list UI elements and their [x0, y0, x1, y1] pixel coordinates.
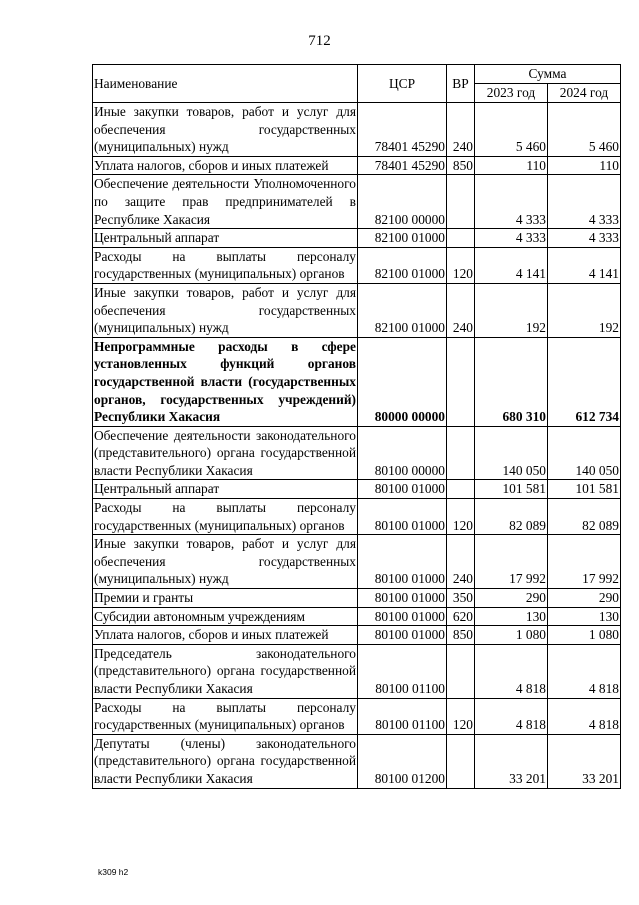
row-vr: 240 — [447, 103, 475, 157]
row-sum-2024: 1 080 — [548, 626, 621, 645]
table-row — [93, 103, 621, 157]
row-sum-2023: 140 050 — [475, 426, 548, 480]
row-sum-2024: 612 734 — [548, 337, 621, 426]
table-row — [93, 698, 621, 734]
table-row — [93, 229, 621, 248]
row-vr — [447, 480, 475, 499]
row-sum-2023: 130 — [475, 607, 548, 626]
budget-table — [92, 64, 621, 789]
table-row — [93, 535, 621, 589]
row-vr: 120 — [447, 247, 475, 283]
table-row — [93, 175, 621, 229]
row-sum-2023: 82 089 — [475, 499, 548, 535]
row-csr: 82100 01000 — [358, 283, 447, 337]
row-csr: 80100 01100 — [358, 644, 447, 698]
header-csr: ЦСР — [358, 65, 447, 103]
row-vr: 120 — [447, 698, 475, 734]
row-sum-2023: 680 310 — [475, 337, 548, 426]
row-sum-2024: 4 818 — [548, 644, 621, 698]
row-name: Расходы на выплаты персоналу государственных (муниципальных) органов — [93, 247, 358, 283]
row-vr: 850 — [447, 156, 475, 175]
row-sum-2024: 290 — [548, 589, 621, 608]
row-sum-2023: 1 080 — [475, 626, 548, 645]
row-csr: 78401 45290 — [358, 156, 447, 175]
row-vr: 120 — [447, 499, 475, 535]
row-sum-2023: 192 — [475, 283, 548, 337]
row-vr — [447, 644, 475, 698]
footer-code: k309 h2 — [98, 867, 129, 877]
row-name: Непрограммные расходы в сфере установленных функций органов государственной власти (государственных органов, государственных учреждений) Республики Хакасия — [93, 337, 358, 426]
table-row — [93, 156, 621, 175]
row-name: Обеспечение деятельности законодательного (представительного) органа государственной власти Республики Хакасия — [93, 426, 358, 480]
table-row — [93, 283, 621, 337]
table-row — [93, 426, 621, 480]
header-vr: ВР — [447, 65, 475, 103]
row-csr: 82100 01000 — [358, 229, 447, 248]
row-sum-2023: 4 333 — [475, 175, 548, 229]
row-name: Депутаты (члены) законодательного (представительного) органа государственной власти Республики Хакасия — [93, 734, 358, 788]
row-sum-2024: 110 — [548, 156, 621, 175]
row-csr: 80100 01000 — [358, 589, 447, 608]
row-vr: 240 — [447, 535, 475, 589]
row-vr: 620 — [447, 607, 475, 626]
row-sum-2024: 130 — [548, 607, 621, 626]
row-csr: 80100 00000 — [358, 426, 447, 480]
header-sum: Сумма — [475, 65, 621, 84]
row-csr: 80000 00000 — [358, 337, 447, 426]
row-sum-2023: 101 581 — [475, 480, 548, 499]
row-vr — [447, 229, 475, 248]
row-csr: 80100 01000 — [358, 499, 447, 535]
row-sum-2024: 140 050 — [548, 426, 621, 480]
header-name: Наименование — [93, 65, 358, 103]
row-name: Иные закупки товаров, работ и услуг для обеспечения государственных (муниципальных) нужд — [93, 283, 358, 337]
row-sum-2024: 192 — [548, 283, 621, 337]
row-sum-2024: 5 460 — [548, 103, 621, 157]
table-row — [93, 499, 621, 535]
table-body — [93, 103, 621, 789]
row-name: Расходы на выплаты персоналу государственных (муниципальных) органов — [93, 698, 358, 734]
page-number: 712 — [308, 33, 331, 49]
row-name: Субсидии автономным учреждениям — [93, 607, 358, 626]
row-csr: 78401 45290 — [358, 103, 447, 157]
header-year-2024: 2024 год — [548, 84, 621, 103]
row-name: Центральный аппарат — [93, 480, 358, 499]
row-name: Премии и гранты — [93, 589, 358, 608]
row-sum-2024: 33 201 — [548, 734, 621, 788]
table-row — [93, 480, 621, 499]
row-sum-2023: 5 460 — [475, 103, 548, 157]
row-vr: 850 — [447, 626, 475, 645]
row-sum-2023: 17 992 — [475, 535, 548, 589]
row-name: Обеспечение деятельности Уполномоченного по защите прав предпринимателей в Республике Хакасия — [93, 175, 358, 229]
row-csr: 80100 01000 — [358, 607, 447, 626]
row-sum-2024: 4 333 — [548, 175, 621, 229]
row-vr — [447, 337, 475, 426]
row-name: Иные закупки товаров, работ и услуг для обеспечения государственных (муниципальных) нужд — [93, 103, 358, 157]
row-sum-2023: 4 333 — [475, 229, 548, 248]
row-vr — [447, 734, 475, 788]
row-name: Расходы на выплаты персоналу государственных (муниципальных) органов — [93, 499, 358, 535]
row-name: Председатель законодательного (представительного) органа государственной власти Республики Хакасия — [93, 644, 358, 698]
row-csr: 80100 01000 — [358, 480, 447, 499]
row-csr: 82100 00000 — [358, 175, 447, 229]
row-vr — [447, 426, 475, 480]
row-name: Иные закупки товаров, работ и услуг для обеспечения государственных (муниципальных) нужд — [93, 535, 358, 589]
table-row — [93, 337, 621, 426]
row-sum-2023: 4 818 — [475, 644, 548, 698]
row-sum-2024: 101 581 — [548, 480, 621, 499]
row-csr: 80100 01000 — [358, 535, 447, 589]
row-sum-2023: 4 818 — [475, 698, 548, 734]
row-sum-2024: 82 089 — [548, 499, 621, 535]
table-row — [93, 734, 621, 788]
row-sum-2024: 4 818 — [548, 698, 621, 734]
row-sum-2024: 4 333 — [548, 229, 621, 248]
row-sum-2023: 33 201 — [475, 734, 548, 788]
header-year-2023: 2023 год — [475, 84, 548, 103]
row-sum-2023: 110 — [475, 156, 548, 175]
row-csr: 80100 01000 — [358, 626, 447, 645]
row-sum-2023: 290 — [475, 589, 548, 608]
table-row — [93, 589, 621, 608]
row-csr: 80100 01200 — [358, 734, 447, 788]
row-name: Уплата налогов, сборов и иных платежей — [93, 156, 358, 175]
table-row — [93, 626, 621, 645]
row-vr: 240 — [447, 283, 475, 337]
row-sum-2024: 17 992 — [548, 535, 621, 589]
row-vr: 350 — [447, 589, 475, 608]
row-csr: 82100 01000 — [358, 247, 447, 283]
table-row — [93, 644, 621, 698]
row-csr: 80100 01100 — [358, 698, 447, 734]
row-name: Центральный аппарат — [93, 229, 358, 248]
row-vr — [447, 175, 475, 229]
row-sum-2024: 4 141 — [548, 247, 621, 283]
table-row — [93, 247, 621, 283]
table-row — [93, 607, 621, 626]
row-name: Уплата налогов, сборов и иных платежей — [93, 626, 358, 645]
row-sum-2023: 4 141 — [475, 247, 548, 283]
